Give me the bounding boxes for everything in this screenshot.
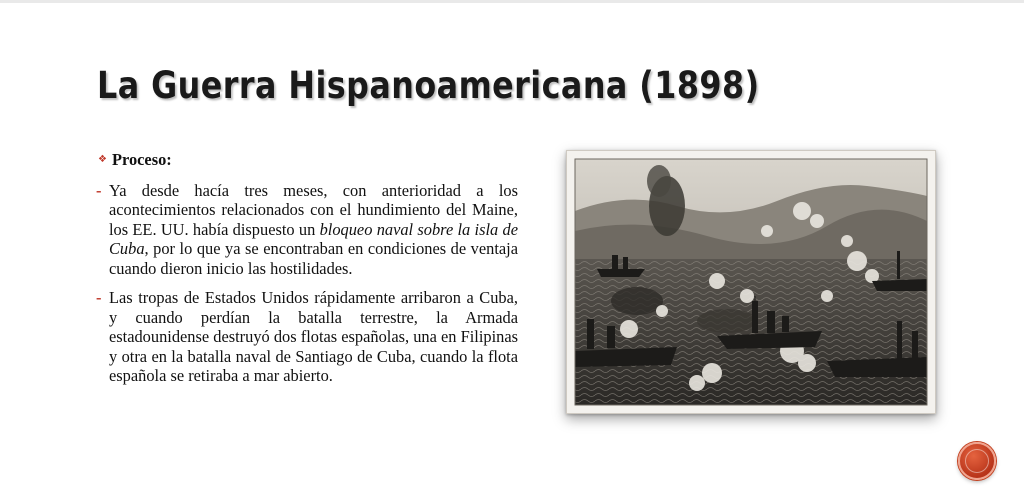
top-rule bbox=[0, 0, 1024, 3]
paragraph-1 bbox=[96, 181, 518, 279]
naval-battle-image bbox=[566, 150, 936, 414]
slide-content bbox=[96, 150, 518, 396]
slide-title: La Guerra Hispanoamericana (1898) bbox=[97, 64, 760, 107]
paragraph-2 bbox=[96, 288, 518, 386]
paragraph-1-text bbox=[109, 181, 518, 279]
diamond-bullet-icon: ❖ bbox=[98, 154, 107, 165]
dash-bullet: - bbox=[96, 180, 102, 200]
paragraph-2-text: Las tropas de Estados Unidos rápidamente arribaron a Cuba, y cuando perdían la batalla terrestre, la Armada estadounidense destruyó dos flotas españolas, una en Filipinas y otra en la batalla naval de Santiago de Cuba, cuando la flota española se retiraba a mar abierto. bbox=[109, 288, 518, 385]
paragraph-1-emphasis: bloqueo naval sobre la isla de Cuba bbox=[109, 219, 518, 258]
next-slide-button[interactable] bbox=[958, 442, 996, 480]
section-heading bbox=[96, 150, 518, 170]
dash-bullet: - bbox=[96, 288, 102, 307]
naval-battle-illustration bbox=[567, 151, 935, 413]
section-heading-label: Proceso: bbox=[111, 150, 172, 169]
paragraph-1-part-2: , por lo que ya se encontraban en condiciones de ventaja cuando dieron inicio las hostilidades. bbox=[109, 239, 518, 278]
paragraph-1-part-1: Ya desde hacía tres meses, con anterioridad a los acontecimientos relacionados con el hundimiento del Maine, los EE. UU. había dispuesto un bbox=[109, 180, 518, 239]
